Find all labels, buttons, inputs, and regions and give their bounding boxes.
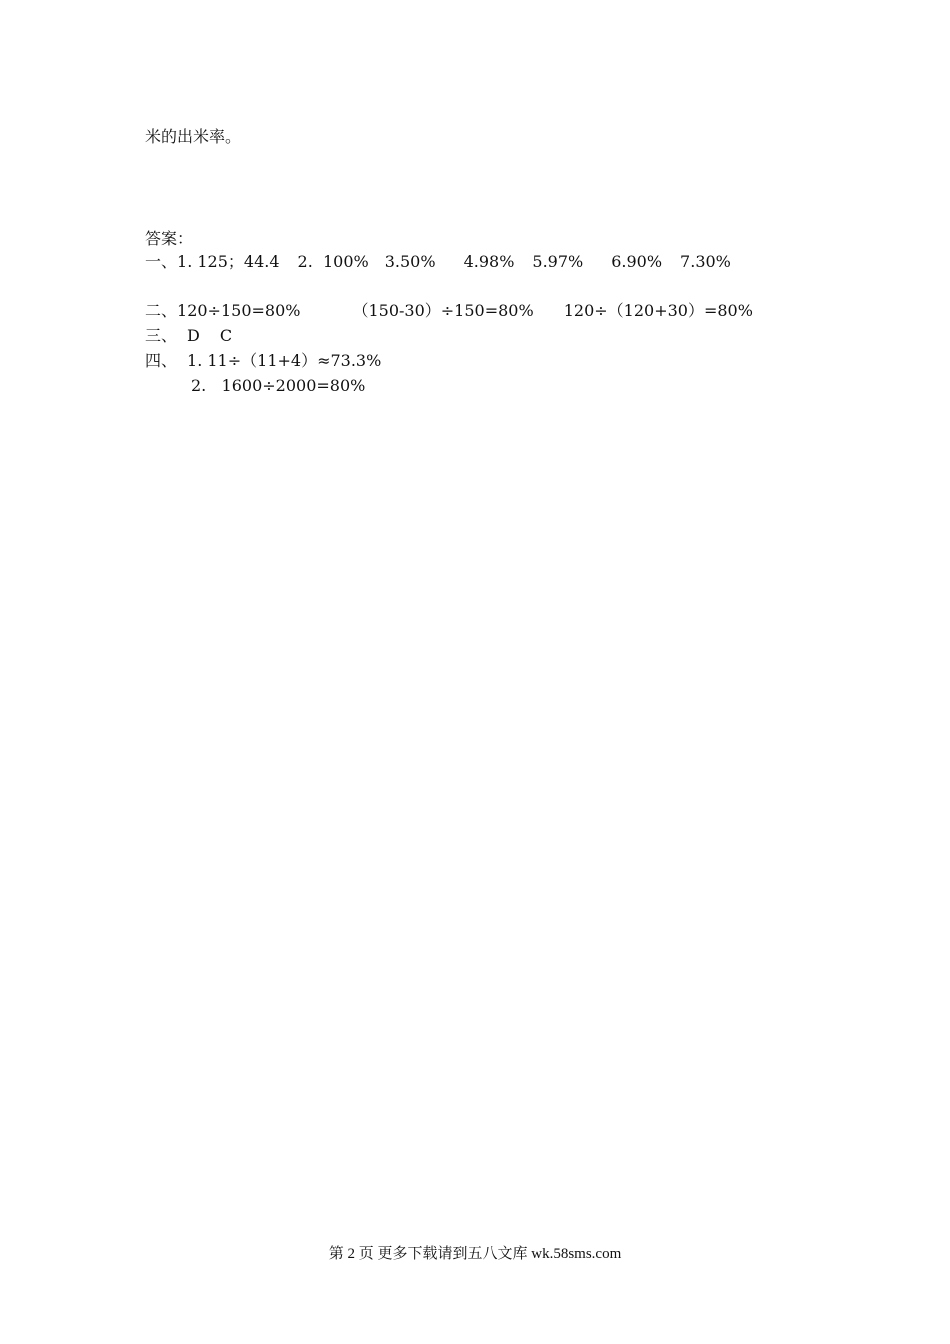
answer-1-item: 2. 100% [297, 252, 369, 271]
section-1-label: 一、 [145, 252, 178, 271]
section-4-label: 四、 [145, 351, 178, 370]
answer-2-item: 120÷150=80% [177, 301, 301, 320]
answer-2-item: 120÷（120+30）=80% [563, 301, 753, 320]
answer-3-item: C [219, 326, 233, 345]
answer-section-2 [145, 300, 753, 322]
answer-section-3 [145, 325, 232, 347]
section-3-label: 三、 [145, 326, 178, 345]
answer-1-item: 1. 125；44.4 [177, 252, 280, 271]
answer-2-item: （150-30）÷150=80% [352, 301, 534, 320]
answer-1-item: 6.90% [611, 252, 663, 271]
answer-1-item: 5.97% [532, 252, 584, 271]
page-footer: 第 2 页 更多下载请到五八文库 wk.58sms.com [328, 1246, 622, 1262]
answer-section-4-item-2: 2. 1600÷2000=80% [191, 376, 366, 395]
answer-1-item: 4.98% [463, 252, 515, 271]
answer-1-item: 3.50% [384, 252, 436, 271]
answers-title: 答案： [145, 229, 194, 248]
continuation-text: 米的出米率。 [145, 127, 242, 146]
answer-4-item-1: 1. 11÷（11+4）≈73.3% [187, 351, 382, 370]
answer-section-4 [145, 350, 381, 372]
section-2-label: 二、 [145, 301, 178, 320]
answer-3-item: D [187, 326, 200, 345]
answer-section-1 [145, 251, 731, 273]
answer-1-item: 7.30% [680, 252, 731, 271]
